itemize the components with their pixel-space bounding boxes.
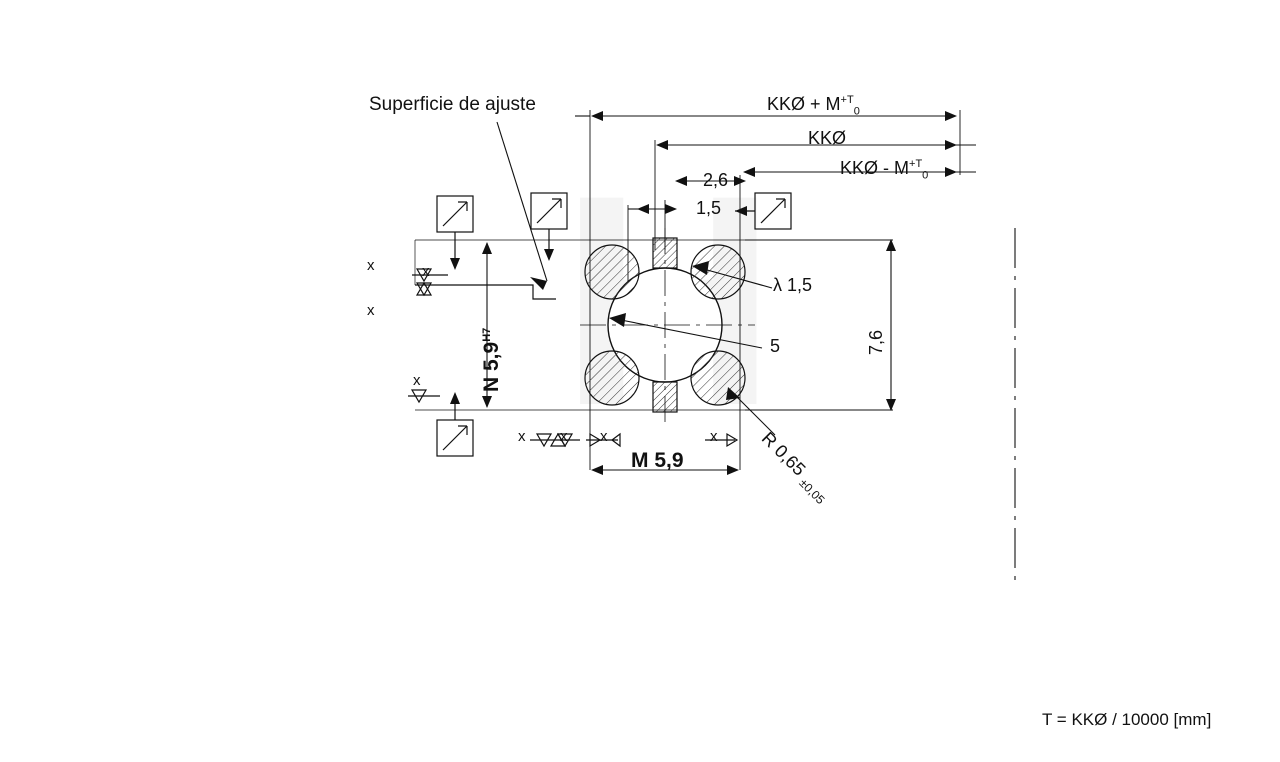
roughness-x-1: x xyxy=(367,257,375,274)
dim-lambda-1-5: λ 1,5 xyxy=(773,275,813,295)
dim-7-6: 7,6 xyxy=(866,329,886,355)
dim-kk-minus-m: KKØ - $M^{+T}_0$ xyxy=(840,158,929,182)
dim-kk-plus-m: KKØ + $M^{+T}_0$ xyxy=(767,94,860,118)
roughness-x-5: x xyxy=(518,428,526,445)
fitting-surface-note: Superficie de ajuste xyxy=(369,94,536,115)
dim-1-5: 1,5 xyxy=(696,198,722,218)
roughness-x-7: x xyxy=(600,428,608,445)
roughness-x-4: x xyxy=(413,372,421,389)
dim-m-5-9: M 5,9 xyxy=(631,449,684,472)
footer-formula: T = KKØ / 10000 [mm] xyxy=(1042,710,1212,729)
dim-n-5-9: N $5,9^{H7}$ xyxy=(480,327,503,392)
dim-bore-5: 5 xyxy=(770,336,781,356)
dim-2-6: 2,6 xyxy=(703,170,729,190)
roughness-x-2: x xyxy=(422,263,430,280)
roughness-x-3: x xyxy=(367,302,375,319)
dim-r-0-65: R 0,65 $_{\pm 0,05}$ xyxy=(757,428,828,507)
dim-kk: KKØ xyxy=(808,128,847,148)
roughness-x-6: x xyxy=(560,428,568,445)
roughness-x-8: x xyxy=(710,428,718,445)
